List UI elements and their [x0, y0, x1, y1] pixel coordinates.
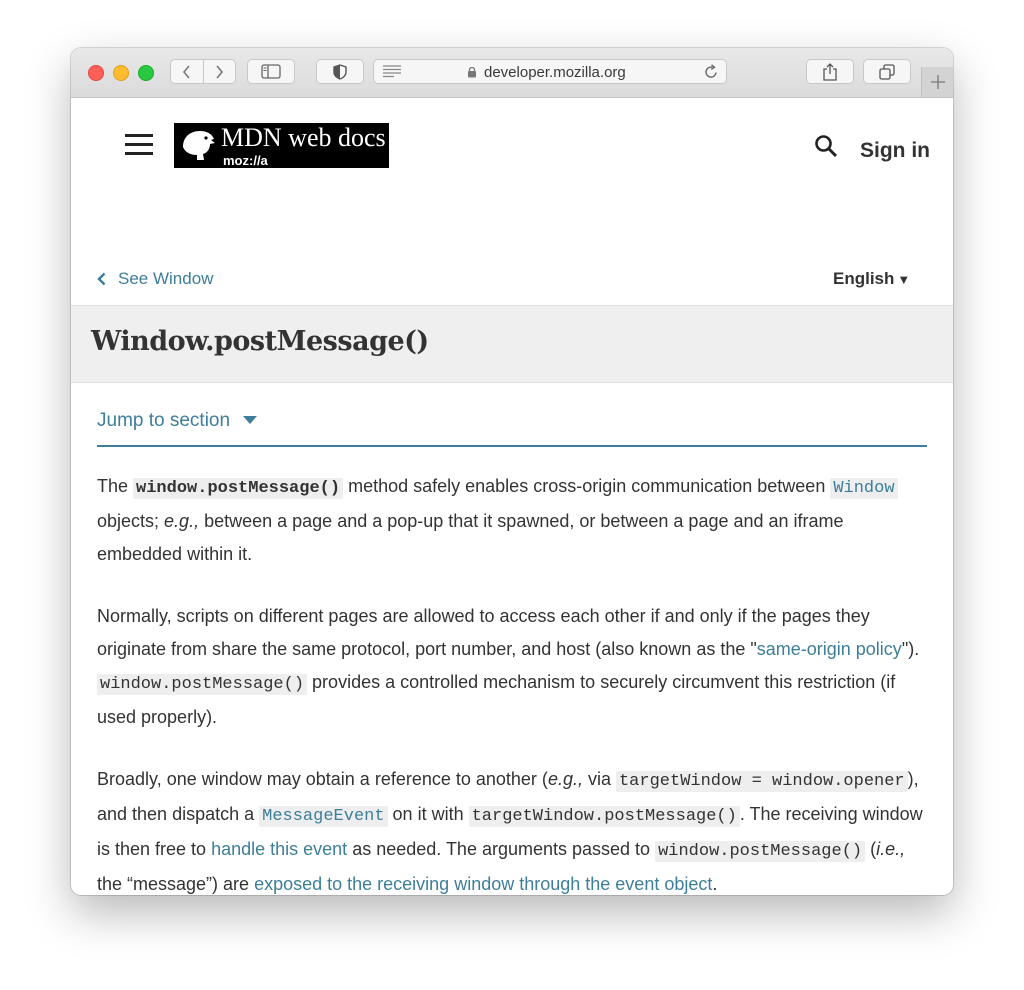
triangle-down-icon	[243, 416, 257, 425]
inline-code: targetWindow = window.opener	[616, 771, 908, 792]
address-url: developer.mozilla.org	[484, 64, 626, 81]
caret-down-icon: ▼	[897, 272, 911, 287]
page-title: Window.postMessage()	[91, 326, 429, 357]
window-link[interactable]: Window	[830, 476, 897, 496]
jump-divider	[97, 445, 927, 447]
title-bar	[71, 305, 953, 383]
paragraph-2: Normally, scripts on different pages are allowed to access each other if and only if the pages they originate from share the same protocol, port number, and host (also known as the "same-origin policy"). window.postMessage() provides a controlled mechanism to securely circumvent this restriction (if used properly).	[97, 606, 920, 727]
paragraph-3: Broadly, one window may obtain a reference to another (e.g., via targetWindow = window.opener ), and then dispatch a MessageEvent on it with targetWindow.postMessage() . The receiving window is then free to handle this event as needed. The arguments passed to window.postMessage() (i.e., the “message”) are exposed to the receiving window through the event object.	[97, 769, 923, 894]
search-icon[interactable]	[814, 134, 838, 158]
privacy-button[interactable]	[316, 59, 364, 84]
see-window-link[interactable]	[97, 269, 213, 289]
tab-overview-button[interactable]	[863, 59, 911, 84]
article-content	[97, 470, 933, 895]
jump-to-section-label: Jump to section	[97, 410, 231, 431]
chevron-left-icon	[97, 272, 106, 286]
chevron-left-icon	[182, 65, 192, 79]
message-event-link[interactable]: MessageEvent	[259, 804, 387, 824]
address-bar[interactable]	[373, 59, 727, 84]
new-tab-button[interactable]	[921, 67, 953, 97]
same-origin-policy-link[interactable]: same-origin policy	[756, 639, 902, 659]
language-label: English	[833, 269, 895, 288]
minimize-window-button[interactable]	[113, 65, 129, 81]
inline-code: window.postMessage()	[97, 674, 307, 695]
inline-code: window.postMessage()	[655, 841, 865, 862]
plus-icon	[930, 74, 946, 90]
sidebar-icon	[261, 64, 281, 79]
zoom-window-button[interactable]	[138, 65, 154, 81]
chevron-right-icon	[214, 65, 224, 79]
nav-buttons	[170, 59, 236, 84]
lock-icon	[467, 66, 477, 78]
reader-view-icon[interactable]	[383, 65, 401, 78]
web-page	[71, 97, 953, 895]
browser-window	[71, 48, 953, 895]
language-selector[interactable]	[833, 269, 910, 289]
close-window-button[interactable]	[88, 65, 104, 81]
reload-icon[interactable]	[703, 64, 719, 80]
jump-to-section-dropdown[interactable]	[97, 410, 257, 432]
forward-button[interactable]	[203, 60, 236, 83]
inline-code: window.postMessage()	[133, 478, 343, 499]
sign-in-link[interactable]: Sign in	[860, 139, 930, 162]
tabs-icon	[879, 64, 895, 80]
back-button[interactable]	[171, 60, 203, 83]
logo-title: MDN web docs	[221, 123, 386, 152]
share-button[interactable]	[806, 59, 854, 84]
handle-event-link[interactable]: handle this event	[211, 839, 348, 859]
event-object-link[interactable]: exposed to the receiving window through the event object	[254, 874, 713, 894]
inline-code: targetWindow.postMessage()	[469, 806, 740, 827]
share-icon	[822, 63, 838, 81]
browser-toolbar	[71, 48, 953, 98]
paragraph-1: The window.postMessage() method safely enables cross-origin communication between Window objects; e.g., between a page and a pop-up that it spawned, or between a page and an iframe embedded within it.	[97, 470, 933, 571]
mdn-logo[interactable]	[174, 123, 389, 168]
sidebar-button[interactable]	[247, 59, 295, 84]
menu-icon[interactable]	[125, 134, 153, 156]
shield-icon	[333, 64, 347, 80]
dinosaur-logo-icon	[180, 127, 218, 163]
logo-subtitle: moz://a	[223, 153, 268, 168]
see-window-label: See Window	[118, 269, 214, 288]
